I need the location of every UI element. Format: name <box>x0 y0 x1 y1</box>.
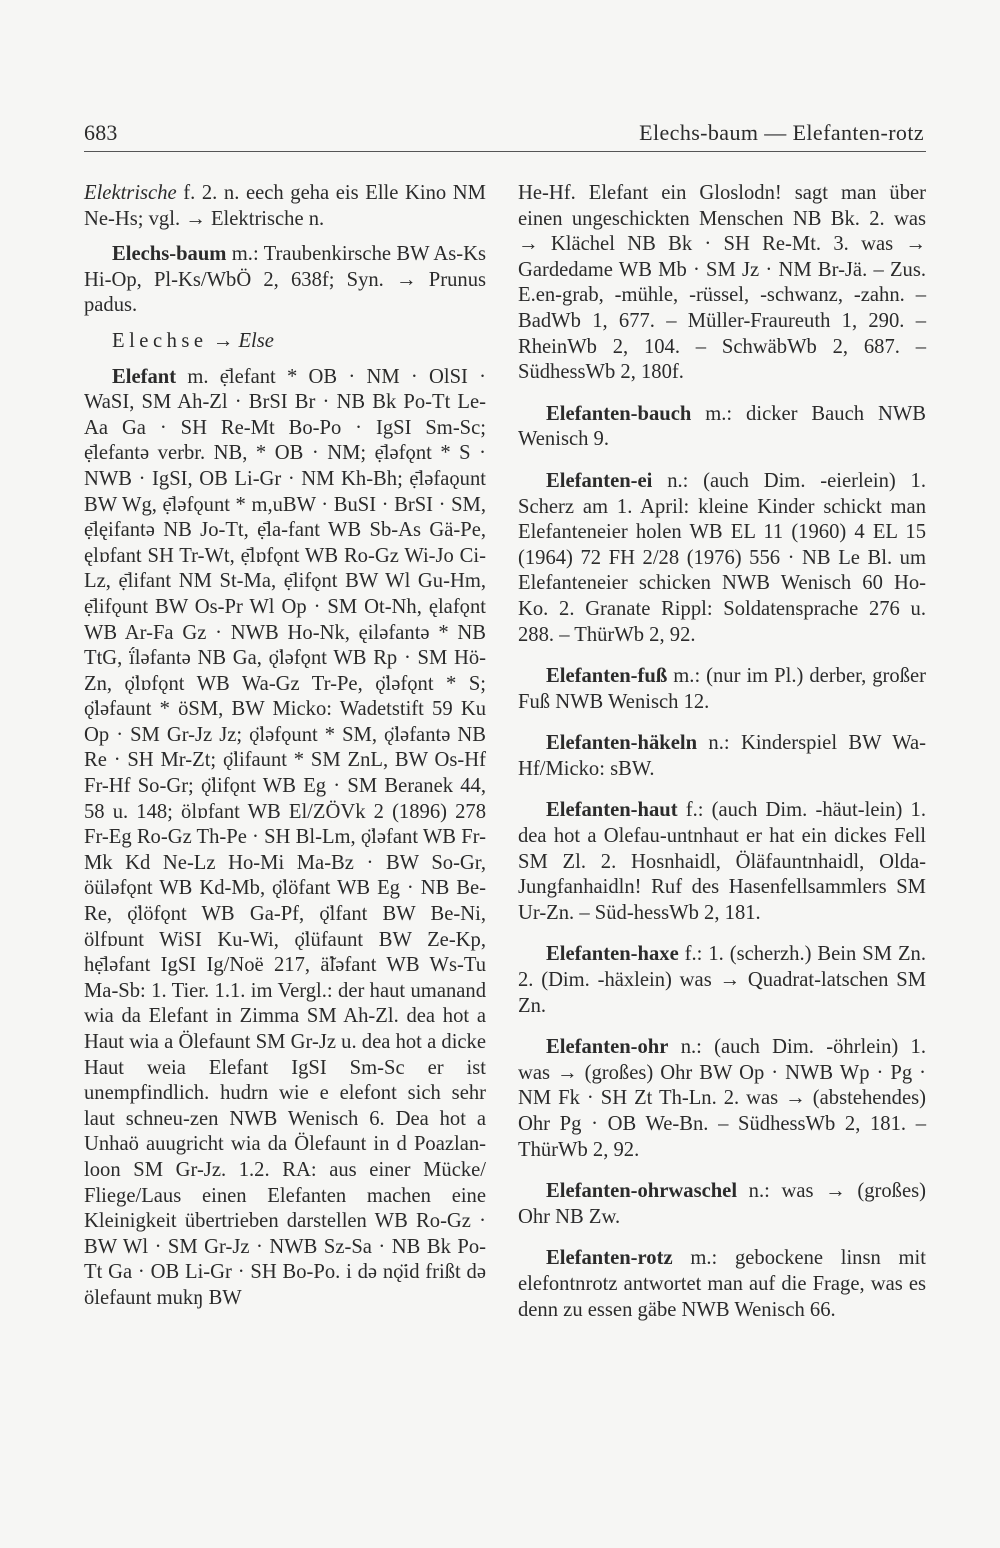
entry-body: n.: Kinderspiel BW Wa-Hf/Micko: sBW. <box>518 732 926 780</box>
entry-elefanten-haxe <box>518 942 926 1019</box>
entry-elefanten-ohr <box>518 1035 926 1163</box>
entry-headword: Elefanten-ohrwaschel <box>546 1180 738 1203</box>
entry-elechse <box>84 329 486 355</box>
entry-headword: Elefanten-rotz <box>546 1247 673 1270</box>
entry-elechs-baum <box>84 242 486 319</box>
entry-elefanten-haekeln <box>518 731 926 782</box>
entry-elektrische-continued <box>84 181 486 232</box>
entry-body: n.: (auch Dim. -öhrlein) 1. was → (großes) Ohr BW Op · NWB Wp · Pg · NM Fk · SH Zt Th-Ln. 2. was → (abstehendes) Ohr Pg · OB We-Bn. – SüdhessWb 2, 181. – ThürWb 2, 92. <box>518 1036 926 1161</box>
header-rule <box>84 151 926 152</box>
page-number: 683 <box>84 120 118 145</box>
entry-elefant <box>84 365 486 1312</box>
entry-body: m. ẹ̄lefant * OB · NM · OlSI · WaSI, SM Ah-Zl · BrSI Br · NB Bk Po-Tt Le-Aa Ga · SH Re-Mt Bo-Po · IgSI Sm-Sc; ẹ̄lefantə verbr. NB, * OB · NM; ẹ̄ləfǫnt * S · NWB · IgSI, OB Li-Gr · NM Kh-Bh; ẹ̄ləfaǫunt BW Wg, ẹ̄ləfǫunt * m,uBW · BuSI · BrSI · SM, ẹ̄lęifantə NB Jo-Tt, ẹ̄la-fant WB Sb-As Gä-Pe, ęlɒfant SH Tr-Wt, ẹ̄lɒfǫnt WB Ro-Gz Wi-Jo Ci-Lz, ẹ̄lifant NM St-Ma, ẹ̄lifǫnt BW Wl Gu-Hm, ẹ̄lifǫunt BW Os-Pr Wl Op · SM Ot-Nh, ęlafǫnt WB Ar-Fa Gz · NWB Ho-Nk, ęiləfantə * NB TtG, ḯləfantə NB Ga, ǫ̈ləfǫnt WB Rp · SM Hö-Zn, ǫ̈lɒfǫnt WB Wa-Gz Tr-Pe, ǫ̈ləfǫnt * S; ǫ̈ləfaunt * öSM, BW Micko: Wadetstift 59 Ku Op · SM Gr-Jz Jz; ǫ̈ləfǫunt * SM, ǫ̈ləfantə NB Re · SH Mr-Zt; ǫ̈lifaunt * SM ZnL, BW Os-Hf Fr-Hf So-Gr; ǫ̈lifǫnt WB Eg · SM Beranek 44, 58 u. 148; ölɒfant WB El/ZÖVk 2 (1896) 278 Fr-Eg Ro-Gz Th-Pe · SH Bl-Lm, ǫ̈ləfant WB Fr-Mk Kd Ne-Lz Ho-Mi Ma-Bz · BW So-Gr, öüləfǫnt WB Kd-Mb, ǫ̈löfant WB Eg · NB Be-Re, ǫ̈löfǫnt WB Ga-Pf, ǫ̈lfant BW Be-Ni, ölfɒunt WiSI Ku-Wi, ǫ̈lüfaunt BW Ze-Kp, hẹ̄ləfant IgSI Ig/Noë 217, ä̃ləfant WB Ws-Tu Ma-Sb: 1. Tier. 1.1. im Vergl.: der haut umanand wia da Elefant in Zimma SM Ah-Zl. dea hot a Haut wia a Ölefaunt SM Gr-Jz u. dea hot a dicke Haut weia Elefant IgSI Sm-Sc er ist unempfindlich. hudrn wie e elefont sich sehr laut schneu-zen NWB Wenisch 6. Dea hot a Unhaö auugricht wia da Ölefaunt in d Poazlan-loon SM Gr-Jz. 1.2. RA: aus einer Mücke/ Fliege/Laus einen Elefanten machen eine Kleinigkeit übertrieben darstellen WB Ro-Gz · BW Wl · SM Gr-Jz · NWB Sz-Sa · NB Bk Po-Tt Ga · OB Li-Gr · SH Bo-Po. i də nǫ̈id frißt də ölefaunt mukŋ BW <box>84 365 486 1309</box>
entry-elefanten-haut <box>518 798 926 926</box>
entry-body: → Else <box>207 329 274 352</box>
entry-body: m.: dicker Bauch NWB Wenisch 9. <box>518 402 926 451</box>
entry-elefanten-ei <box>518 469 926 648</box>
entry-headword: Elektrische <box>84 182 177 204</box>
entry-body: n.: was → (großes) Ohr NB Zw. <box>518 1180 926 1228</box>
entry-body: f.: 1. (scherzh.) Bein SM Zn. 2. (Dim. -häxlein) was → Quadrat-latschen SM Zn. <box>518 943 926 1017</box>
entry-elefanten-ohrwaschel <box>518 1179 926 1230</box>
entry-body: f. 2. n. eech geha eis Elle Kino NM Ne-Hs; vgl. → Elektrische n. <box>84 182 486 230</box>
entry-elefanten-fuss <box>518 664 926 715</box>
entry-elefant-continued <box>518 181 926 386</box>
entry-body: m.: Traubenkirsche BW As-Ks Hi-Op, Pl-Ks/WbÖ 2, 638f; Syn. → Prunus padus. <box>84 243 486 317</box>
entry-headword: Elefanten-ei <box>546 469 653 492</box>
entry-body: He-Hf. Elefant ein Gloslodn! sagt man über einen ungeschickten Menschen NB Bk. 2. was → Klächel NB Bk · SH Re-Mt. 3. was → Gardedame WB Mb · SM Jz · NM Br-Jä. – Zus. E.en-grab, -mühle, -rüssel, -schwanz, -zahn. – BadWb 1, 677. – Müller-Fraureuth 1, 290. – RheinWb 2, 104. – SchwäbWb 2, 687. – SüdhessWb 2, 180f. <box>518 182 926 384</box>
entry-headword: Elechs-baum <box>112 243 227 266</box>
running-head: Elechs-baum — Elefanten-rotz <box>639 120 924 145</box>
entry-headword: Elefanten-ohr <box>546 1036 669 1059</box>
entry-elefanten-bauch <box>518 402 926 453</box>
entry-body: f.: (auch Dim. -häut-lein) 1. dea hot a Olefau-untnhaut er hat ein dickes Fell SM Zl. 2. Hosnhaidl, Öläfauntnhaidl, Olda-Jungfanhaidln! Ruf des Hasenfellsammlers SM Ur-Zn. – Süd-hessWb 2, 181. <box>518 799 926 924</box>
entry-headword: Elechse <box>112 329 208 352</box>
entry-headword: Elefanten-bauch <box>546 402 692 425</box>
right-column <box>518 181 926 1339</box>
page-header <box>84 120 924 146</box>
entry-body: m.: (nur im Pl.) derber, großer Fuß NWB Wenisch 12. <box>518 665 926 713</box>
entry-elefanten-rotz <box>518 1246 926 1323</box>
entry-headword: Elefant <box>112 365 177 388</box>
entry-headword: Elefanten-fuß <box>546 665 668 688</box>
entry-body: m.: gebockene linsn mit elefontnrotz antwortet man auf die Frage, was es denn zu essen gäbe NWB Wenisch 66. <box>518 1247 926 1321</box>
entry-headword: Elefanten-häkeln <box>546 732 698 755</box>
entry-headword: Elefanten-haxe <box>546 943 679 966</box>
left-column <box>84 181 486 1322</box>
entry-headword: Elefanten-haut <box>546 799 678 822</box>
entry-body: n.: (auch Dim. -eierlein) 1. Scherz am 1. April: kleine Kinder schickt man Elefanteneier holen WB EL 11 (1960) 4 EL 15 (1964) 72 FH 2/28 (1976) 556 · NB Le Bl. um Elefanteneier schicken NWB Wenisch 60 Ho-Ko. 2. Granate Rippl: Soldatensprache 276 u. 288. – ThürWb 2, 92. <box>518 469 926 646</box>
